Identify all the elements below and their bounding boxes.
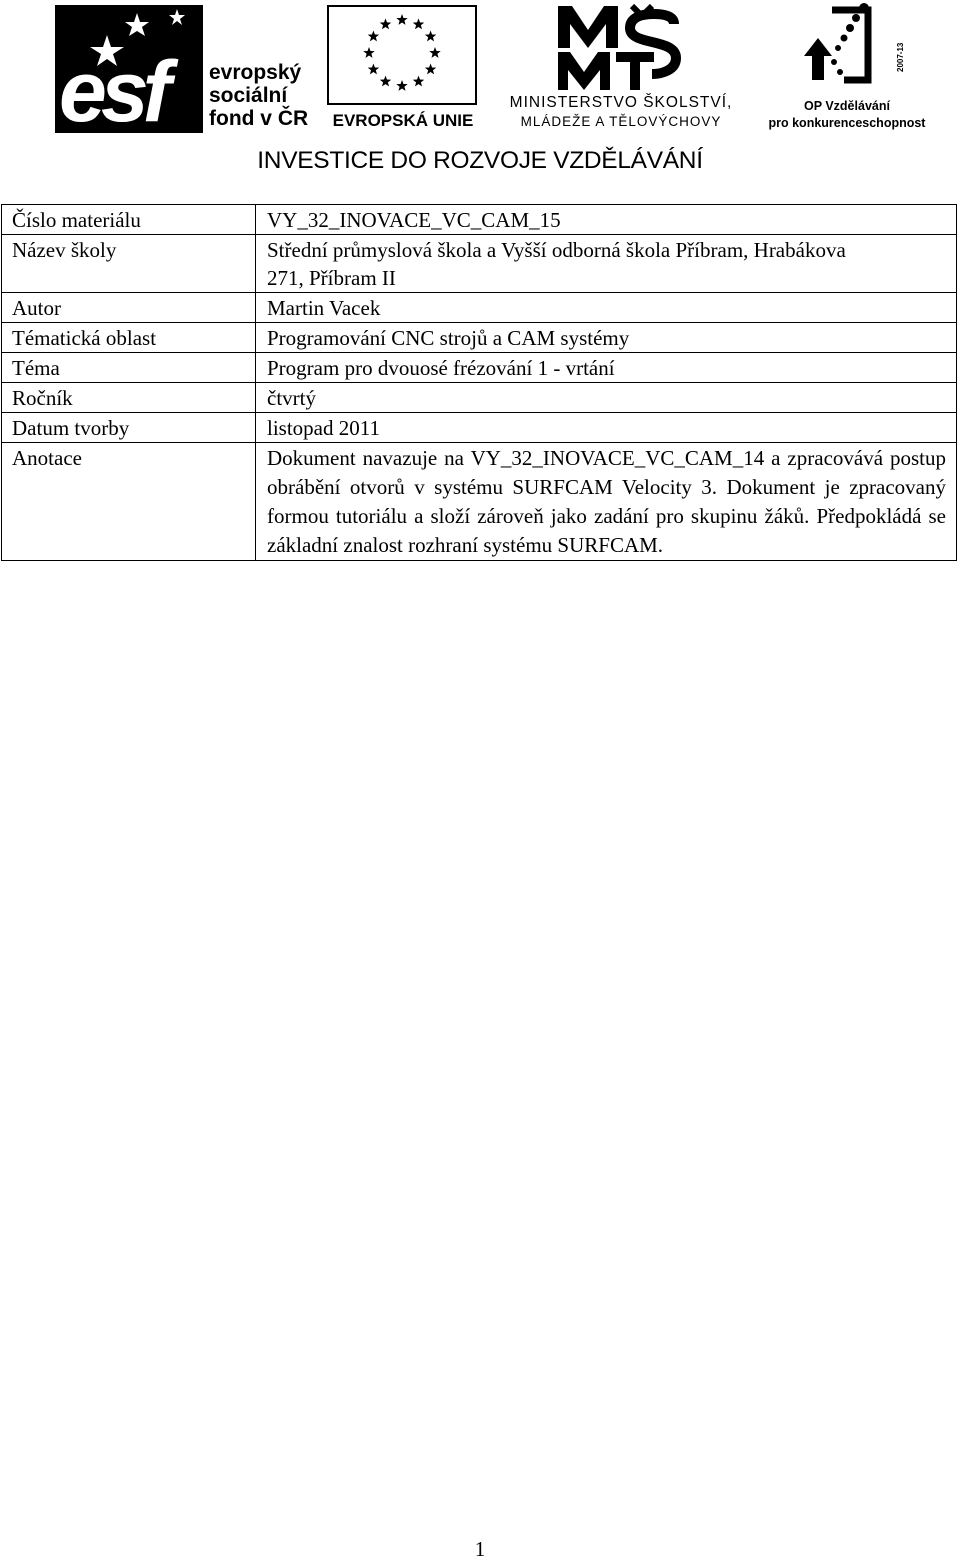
- row-value: listopad 2011: [256, 413, 957, 443]
- eu-star-icon: [396, 80, 407, 91]
- eu-logo: [327, 5, 479, 133]
- eu-flag-icon: [327, 5, 477, 105]
- page-number: 1: [474, 1537, 486, 1561]
- eu-star-icon: [363, 47, 374, 58]
- table-row: [2, 443, 957, 561]
- eu-star-icon: [368, 64, 379, 75]
- msmt-line1: MINISTERSTVO ŠKOLSTVÍ,: [509, 94, 733, 111]
- table-row: [2, 293, 957, 323]
- esf-text-line3: fond v ČR: [209, 107, 309, 130]
- esf-text-line2: sociální: [209, 84, 288, 107]
- op-years: 2007-13: [896, 42, 905, 72]
- row-label: Tématická oblast: [2, 323, 256, 353]
- msmt-logo: [490, 2, 752, 132]
- eu-star-icon: [425, 64, 436, 75]
- op-logo: [762, 2, 932, 132]
- logo-banner: [0, 0, 960, 180]
- row-value: Martin Vacek: [256, 293, 957, 323]
- row-value: čtvrtý: [256, 383, 957, 413]
- eu-star-icon: [380, 18, 391, 29]
- eu-star-icon: [413, 76, 424, 87]
- row-label: Téma: [2, 353, 256, 383]
- table-row: [2, 323, 957, 353]
- eu-star-icon: [396, 14, 407, 25]
- row-label: Ročník: [2, 383, 256, 413]
- eu-star-icon: [413, 18, 424, 29]
- row-label: Autor: [2, 293, 256, 323]
- eu-star-icon: [429, 47, 440, 58]
- op-mark-icon: [792, 2, 902, 94]
- row-value: Programování CNC strojů a CAM systémy: [256, 323, 957, 353]
- esf-logo: [55, 5, 320, 140]
- msmt-mark-icon: [554, 2, 684, 94]
- eu-star-icon: [425, 31, 436, 42]
- row-label: Název školy: [2, 235, 256, 293]
- row-value: VY_32_INOVACE_VC_CAM_15: [256, 205, 957, 235]
- row-label: Číslo materiálu: [2, 205, 256, 235]
- esf-letters: esf: [59, 44, 166, 140]
- table-row: [2, 413, 957, 443]
- row-value: Střední průmyslová škola a Vyšší odborná škola Příbram, Hrabákova 271, Příbram II: [256, 235, 957, 293]
- slogan: INVESTICE DO ROZVOJE VZDĚLÁVÁNÍ: [257, 147, 703, 174]
- row-label: Datum tvorby: [2, 413, 256, 443]
- msmt-line2: MLÁDEŽE A TĚLOVÝCHOVY: [520, 114, 722, 129]
- esf-text: [209, 61, 308, 130]
- op-line2: pro konkurenceschopnost: [768, 116, 926, 130]
- table-row: [2, 205, 957, 235]
- eu-label: EVROPSKÁ UNIE: [332, 111, 474, 130]
- row-label: Anotace: [2, 443, 256, 561]
- row-value: Program pro dvouosé frézování 1 - vrtání: [256, 353, 957, 383]
- table-row: [2, 383, 957, 413]
- annotation-text: Dokument navazuje na VY_32_INOVACE_VC_CAM_14 a zpracovává postup obrábění otvorů v systému SURFCAM Velocity 3. Dokument je zpracovaný formou tutoriálu a složí zároveň jako zadání pro skupinu žáků. Předpokládá se základní znalost rozhraní systému SURFCAM.: [256, 443, 957, 561]
- table-row: [2, 235, 957, 293]
- eu-star-icon: [368, 31, 379, 42]
- table-row: [2, 353, 957, 383]
- metadata-table: [1, 204, 957, 561]
- eu-stars: [329, 7, 475, 103]
- esf-text-line1: evropský: [209, 61, 302, 84]
- eu-star-icon: [380, 76, 391, 87]
- op-line1: OP Vzdělávání: [804, 99, 890, 113]
